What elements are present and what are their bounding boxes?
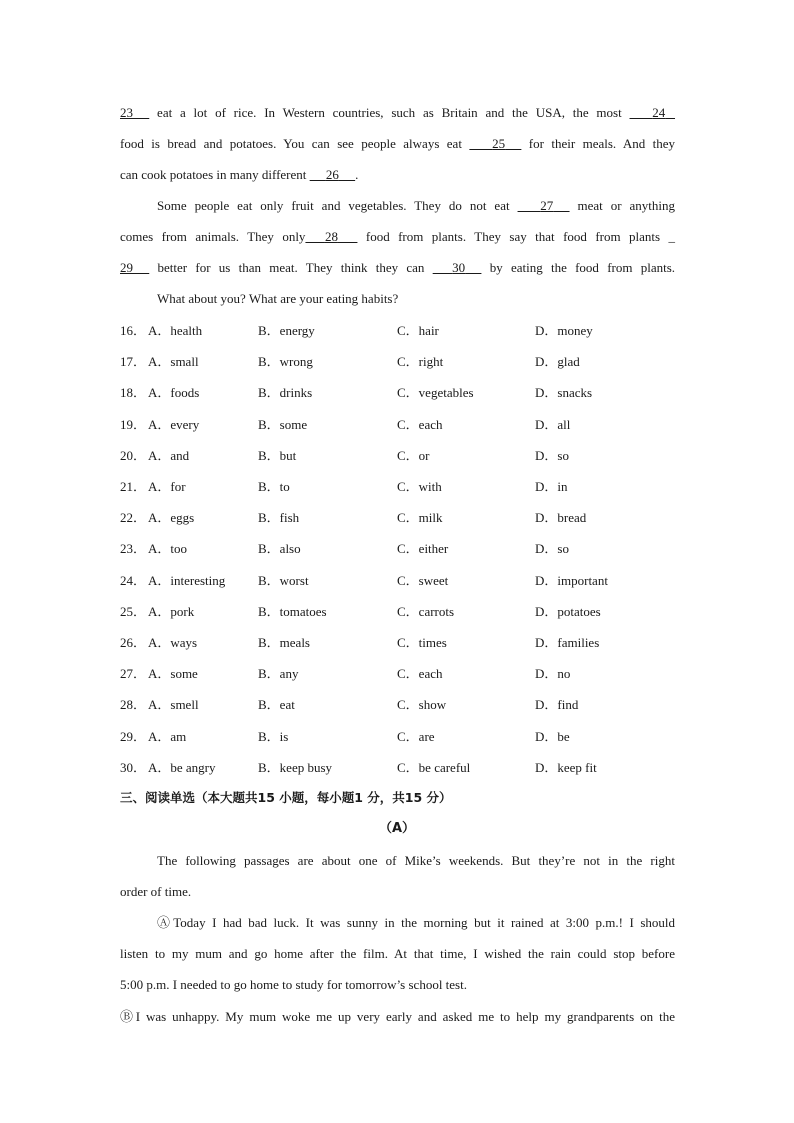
- reading-line-4: listen to my mum and go home after the film. At that time, I wished the rain could stop before: [120, 946, 675, 961]
- passage-line-3: [120, 166, 675, 184]
- option-d[interactable]: D．so: [535, 448, 569, 463]
- option-c[interactable]: C．are: [397, 729, 435, 744]
- option-c[interactable]: C．times: [397, 635, 447, 650]
- question-number: 19．: [120, 417, 147, 432]
- option-b[interactable]: B．wrong: [258, 354, 313, 369]
- question-number: 18．: [120, 385, 147, 400]
- option-c[interactable]: C．each: [397, 417, 443, 432]
- question-number: 29．: [120, 729, 147, 744]
- option-a[interactable]: A．interesting: [148, 573, 226, 588]
- question-number: 23．: [120, 541, 147, 556]
- option-b[interactable]: B．meals: [258, 635, 310, 650]
- option-a[interactable]: A．every: [148, 417, 200, 432]
- passage-text: eat a lot of rice. In Western countries, such as Britain and the USA, the most: [157, 105, 622, 120]
- option-d[interactable]: D．money: [535, 323, 593, 338]
- option-c[interactable]: C．or: [397, 448, 430, 463]
- passage-text: food from plants. They say that food from plants _: [365, 229, 675, 244]
- option-d[interactable]: D．keep fit: [535, 760, 597, 775]
- option-a[interactable]: A．be angry: [148, 760, 216, 775]
- passage-line-5: [120, 228, 675, 246]
- option-c[interactable]: C．each: [397, 666, 443, 681]
- blank-26: 26: [325, 167, 339, 182]
- passage-line-2: [120, 135, 675, 153]
- option-a[interactable]: A．eggs: [148, 510, 195, 525]
- blank-29: 29: [120, 260, 133, 275]
- option-c[interactable]: C．be careful: [397, 760, 471, 775]
- reading-line-5: 5:00 p.m. I needed to go home to study for tomorrow’s school test.: [120, 977, 467, 992]
- option-a[interactable]: A．and: [148, 448, 190, 463]
- passage-line-7: [157, 290, 675, 308]
- question-row: [120, 353, 675, 371]
- question-row: [120, 696, 675, 714]
- passage-text: comes from animals. They only: [120, 229, 306, 244]
- passage-label-a: （A）: [378, 821, 416, 836]
- blank-24: 24: [652, 105, 666, 120]
- blank-23: 23: [120, 105, 133, 120]
- passage-text: for their meals. And they: [528, 136, 676, 151]
- question-number: 27．: [120, 666, 147, 681]
- option-c[interactable]: C．milk: [397, 510, 443, 525]
- question-number: 22．: [120, 510, 147, 525]
- option-b[interactable]: B．also: [258, 541, 301, 556]
- option-c[interactable]: C．vegetables: [397, 385, 474, 400]
- passage-text: meat or anything: [577, 198, 676, 213]
- passage-text: Some people eat only fruit and vegetables. They do not eat: [157, 198, 510, 213]
- option-c[interactable]: C．either: [397, 541, 449, 556]
- option-a[interactable]: A．for: [148, 479, 186, 494]
- option-c[interactable]: C．show: [397, 697, 447, 712]
- question-row: [120, 416, 675, 434]
- question-row: [120, 572, 675, 590]
- question-number: 17．: [120, 354, 147, 369]
- question-number: 26．: [120, 635, 147, 650]
- question-row: [120, 447, 675, 465]
- question-number: 16．: [120, 323, 147, 338]
- option-c[interactable]: C．carrots: [397, 604, 455, 619]
- option-a[interactable]: A．foods: [148, 385, 200, 400]
- blank-25: 25: [492, 136, 506, 151]
- passage-text: can cook potatoes in many different: [120, 167, 307, 182]
- option-b[interactable]: B．keep busy: [258, 760, 333, 775]
- option-b[interactable]: B．drinks: [258, 385, 313, 400]
- option-b[interactable]: B．to: [258, 479, 290, 494]
- reading-line-1: The following passages are about one of Mike’s weekends. But they’re not in the right: [157, 853, 675, 868]
- option-d[interactable]: D．families: [535, 635, 600, 650]
- option-b[interactable]: B．energy: [258, 323, 315, 338]
- option-d[interactable]: D．all: [535, 417, 571, 432]
- question-row: [120, 759, 675, 777]
- option-b[interactable]: B．but: [258, 448, 297, 463]
- question-row: [120, 509, 675, 527]
- passage-text: food is bread and potatoes. You can see people always eat: [120, 136, 462, 151]
- option-a[interactable]: A．small: [148, 354, 199, 369]
- option-a[interactable]: A．health: [148, 323, 203, 338]
- option-b[interactable]: B．any: [258, 666, 299, 681]
- question-number: 25．: [120, 604, 147, 619]
- reading-line-6: ⒷI was unhappy. My mum woke me up very early and asked me to help my grandparents on the: [120, 1009, 675, 1024]
- passage-text: by eating the food from plants.: [489, 260, 676, 275]
- question-row: [120, 603, 675, 621]
- option-d[interactable]: D．potatoes: [535, 604, 601, 619]
- option-b[interactable]: B．tomatoes: [258, 604, 327, 619]
- passage-text: better for us than meat. They think they can: [157, 260, 425, 275]
- question-row: [120, 634, 675, 652]
- option-c[interactable]: C．hair: [397, 323, 439, 338]
- blank-28: 28: [324, 229, 338, 244]
- reading-line-3: ⒶToday I had bad luck. It was sunny in the morning but it rained at 3:00 p.m.! I should: [157, 915, 675, 930]
- passage-line-1: [120, 104, 675, 122]
- question-row: [120, 322, 675, 340]
- reading-line-2: order of time.: [120, 884, 192, 899]
- option-a[interactable]: A．some: [148, 666, 198, 681]
- option-a[interactable]: A．am: [148, 729, 187, 744]
- option-d[interactable]: D．so: [535, 541, 569, 556]
- option-a[interactable]: A．ways: [148, 635, 198, 650]
- option-d[interactable]: D．no: [535, 666, 571, 681]
- option-d[interactable]: D．glad: [535, 354, 580, 369]
- passage-text: What about you? What are your eating habits?: [157, 291, 399, 306]
- question-number: 21．: [120, 479, 147, 494]
- question-row: [120, 478, 675, 496]
- option-c[interactable]: C．sweet: [397, 573, 449, 588]
- option-d[interactable]: D．find: [535, 697, 579, 712]
- option-a[interactable]: A．too: [148, 541, 188, 556]
- option-d[interactable]: D．in: [535, 479, 568, 494]
- option-a[interactable]: A．pork: [148, 604, 195, 619]
- option-d[interactable]: D．bread: [535, 510, 587, 525]
- passage-line-6: [120, 259, 675, 277]
- option-b[interactable]: B．worst: [258, 573, 309, 588]
- question-row: [120, 540, 675, 558]
- option-d[interactable]: D．snacks: [535, 385, 593, 400]
- question-number: 30．: [120, 760, 147, 775]
- question-number: 28．: [120, 697, 147, 712]
- option-c[interactable]: C．with: [397, 479, 442, 494]
- question-number: 24．: [120, 573, 147, 588]
- section-title: 三、阅读单选（本大题共15 小题，每小题1 分，共15 分）: [120, 790, 452, 805]
- question-number: 20．: [120, 448, 147, 463]
- option-b[interactable]: B．some: [258, 417, 308, 432]
- passage-text: .: [355, 167, 359, 182]
- option-b[interactable]: B．eat: [258, 697, 295, 712]
- option-d[interactable]: D．important: [535, 573, 608, 588]
- option-a[interactable]: A．smell: [148, 697, 199, 712]
- blank-27: 27: [540, 198, 554, 213]
- question-row: [120, 384, 675, 402]
- option-c[interactable]: C．right: [397, 354, 444, 369]
- blank-30: 30: [452, 260, 466, 275]
- question-row: [120, 728, 675, 746]
- option-b[interactable]: B．is: [258, 729, 289, 744]
- passage-line-4: [157, 197, 675, 215]
- question-row: [120, 665, 675, 683]
- option-d[interactable]: D．be: [535, 729, 570, 744]
- option-b[interactable]: B．fish: [258, 510, 300, 525]
